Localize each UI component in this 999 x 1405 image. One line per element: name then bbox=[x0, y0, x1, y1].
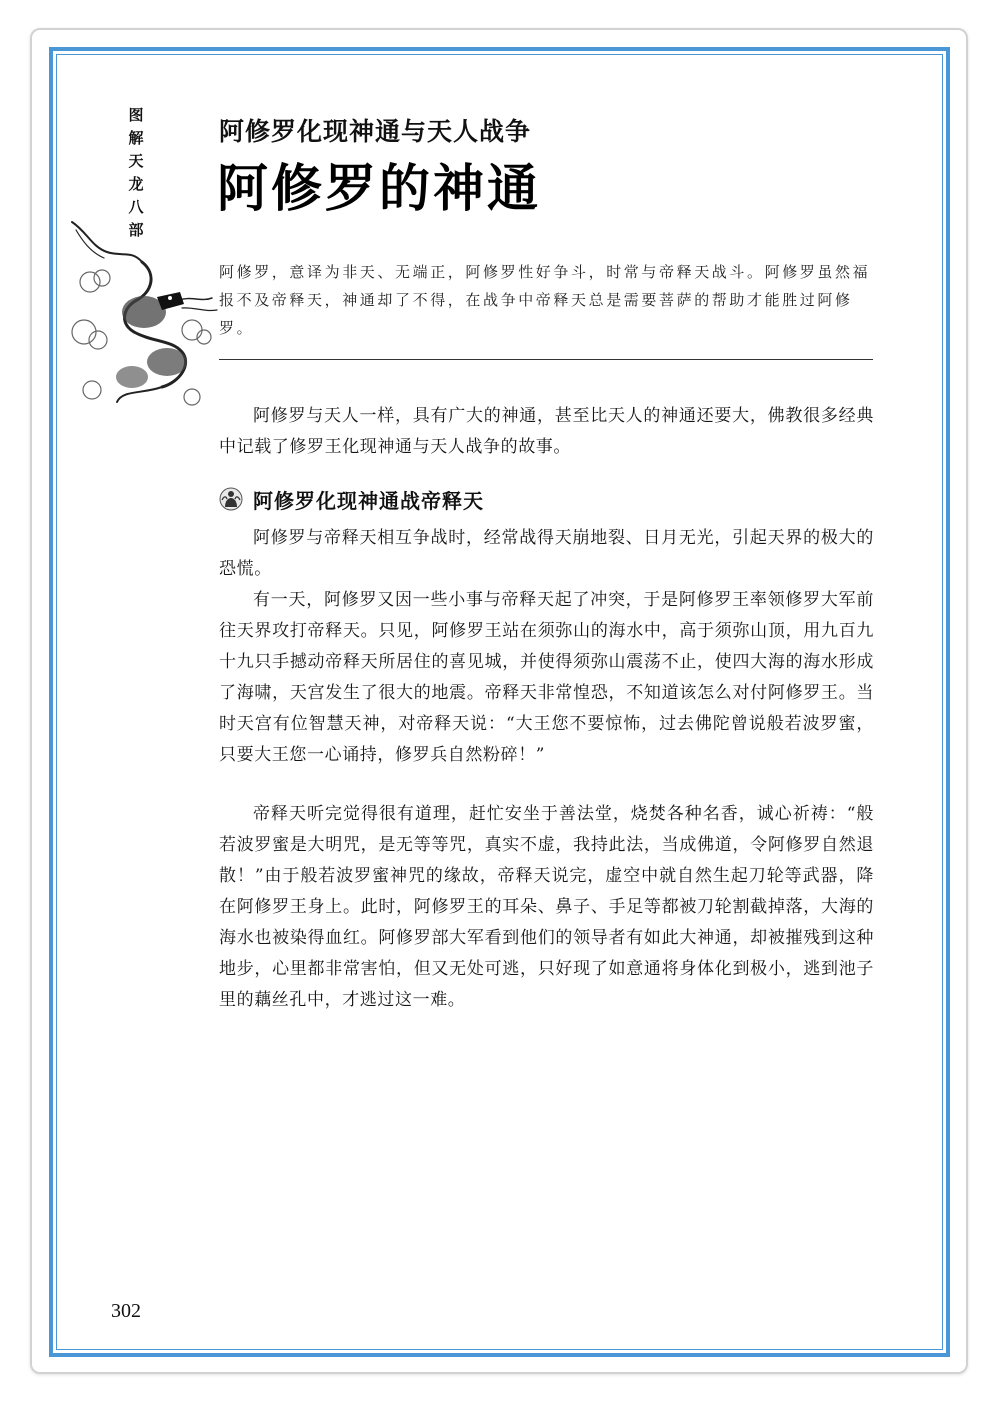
page-title: 阿修罗的神通 bbox=[217, 160, 542, 219]
side-title-char: 天 bbox=[128, 152, 144, 170]
section-heading bbox=[219, 484, 484, 514]
body-paragraph: 有一天，阿修罗又因一些小事与帝释天起了冲突，于是阿修罗王率领修罗大军前往天界攻打帝释天。只见，阿修罗王站在须弥山的海水中，高于须弥山顶，用九百九十九只手撼动帝释天所居住的喜见城，并使得须弥山震荡不止，使四大海的海水形成了海啸，天宫发生了很大的地震。帝释天非常惶恐，不知道该怎么对付阿修罗王。当时天宫有位智慧天神，对帝释天说：“大王您不要惊怖，过去佛陀曾说般若波罗蜜，只要大王您一心诵持，修罗兵自然粉碎！” bbox=[219, 590, 874, 765]
dragon-illustration bbox=[62, 212, 222, 412]
side-title-char: 龙 bbox=[128, 175, 144, 193]
side-title-char: 图 bbox=[128, 106, 144, 124]
side-title-char: 解 bbox=[128, 129, 144, 147]
section-heading-text: 阿修罗化现神通战帝释天 bbox=[253, 488, 484, 513]
page-number: 302 bbox=[111, 1300, 141, 1322]
buddha-figure-icon bbox=[219, 487, 243, 511]
body-paragraph: 阿修罗与天人一样，具有广大的神通，甚至比天人的神通还要大，佛教很多经典中记载了修罗王化现神通与天人战争的故事。 bbox=[219, 406, 874, 457]
side-title-char: 部 bbox=[128, 221, 144, 239]
body-paragraph: 阿修罗与帝释天相互争战时，经常战得天崩地裂、日月无光，引起天界的极大的恐慌。 bbox=[219, 528, 874, 579]
intro-summary: 阿修罗，意译为非天、无端正，阿修罗性好争斗，时常与帝释天战斗。阿修罗虽然福报不及帝释天，神通却了不得，在战争中帝释天总是需要菩萨的帮助才能胜过阿修罗。 bbox=[219, 263, 871, 337]
body-paragraph: 帝释天听完觉得很有道理，赶忙安坐于善法堂，烧焚各种名香，诚心祈祷：“般若波罗蜜是大明咒，是无等等咒，真实不虚，我持此法，当成佛道，令阿修罗自然退散！”由于般若波罗蜜神咒的缘故，帝释天说完，虚空中就自然生起刀轮等武器，降在阿修罗王身上。此时，阿修罗王的耳朵、鼻子、手足等都被刀轮割截掉落，大海的海水也被染得血红。阿修罗部大军看到他们的领导者有如此大神通，却被摧残到这种地步，心里都非常害怕，但又无处可逃，只好现了如意通将身体化到极小，逃到池子里的藕丝孔中，才逃过这一难。 bbox=[219, 804, 874, 1010]
section-subtitle: 阿修罗化现神通与天人战争 bbox=[219, 117, 532, 146]
side-title-char: 八 bbox=[128, 198, 144, 216]
divider-rule bbox=[219, 359, 873, 360]
